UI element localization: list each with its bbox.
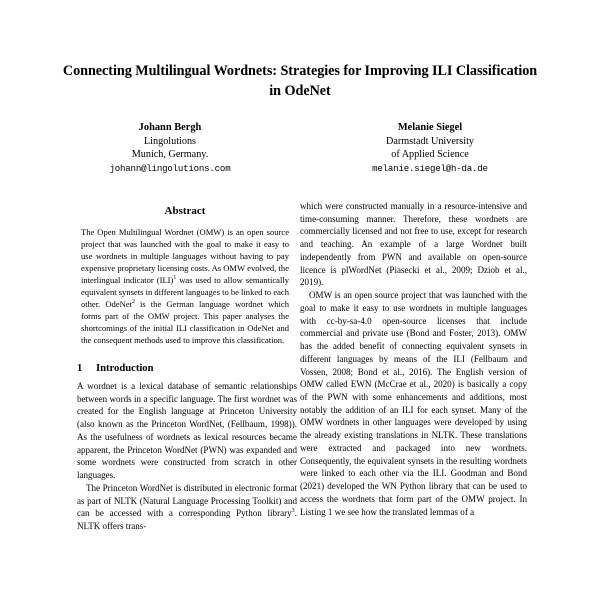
section-number: 1 bbox=[77, 363, 83, 374]
paragraph bbox=[70, 482, 300, 533]
paragraph: A wordnet is a lexical database of semantic relationships between words in a specific language. The first wordnet was created for the English language at Princeton University (also known as the Princeton WordNet, (Fellbaum, 1998)). As the usefulness of wordnets as lexical resources became apparent, the Princeton WordNet (PWN) was expanded and some wordnets were constructed from scratch in other languages. bbox=[77, 381, 297, 481]
left-column bbox=[70, 200, 300, 533]
author-entry-1 bbox=[40, 121, 300, 175]
right-column bbox=[300, 200, 530, 533]
section-title: Introduction bbox=[96, 363, 154, 374]
author-affiliation-line1: Lingolutions bbox=[143, 135, 197, 147]
author-entry-2 bbox=[300, 121, 560, 175]
paragraph-text-tail: . NLTK offers trans- bbox=[77, 508, 297, 532]
author-affiliation-line1: Darmstadt University bbox=[386, 135, 474, 147]
page-title: Connecting Multilingual Wordnets: Strategies for Improving ILI Classification in OdeNet bbox=[62, 63, 538, 99]
abstract-text-part2: was used to allow semantically equivalent synsets in different languages to be linked to each other. OdeNet bbox=[81, 275, 289, 309]
footnote-marker-3[interactable]: 3 bbox=[291, 508, 295, 515]
section-heading-introduction bbox=[77, 363, 300, 374]
abstract-text bbox=[81, 226, 289, 346]
footnote-marker-2[interactable]: 2 bbox=[131, 299, 135, 306]
footnote-marker-1[interactable]: 1 bbox=[173, 275, 177, 282]
paragraph: which were constructed manually in a resource-intensive and time-consuming manner. Therefore, these wordnets are commercially licensed and not free to use, except for research and teaching. An example of a large Wordnet built independently from PWN and available on open-source licence is plWordNet (Piasecki et al., 2009; Dziob et al., 2019). bbox=[300, 201, 527, 288]
abstract-text-part1: The Open Multilingual Wordnet (OMW) is an open source project that was launched with the goal to make it easy to use wordnets in multiple languages without having to pay expensive proprietary licensing costs. As OMW evolved, the interlingual indicator (ILI) bbox=[81, 227, 289, 285]
author-affiliation-line2: of Applied Science bbox=[391, 149, 469, 161]
abstract-section bbox=[70, 205, 300, 346]
author-email[interactable]: melanie.siegel@h-da.de bbox=[372, 162, 488, 174]
author-name: Johann Bergh bbox=[138, 122, 202, 134]
abstract-text-part3: is the German language wordnet which forms part of the OMW project. This paper analyses the shortcomings of the initial ILI classification in OdeNet and the consequent methods used to improve this classification. bbox=[81, 299, 289, 345]
two-column-body bbox=[0, 200, 600, 533]
author-affiliation-line2: Munich, Germany. bbox=[131, 149, 209, 161]
paragraph: OMW is an open source project that was launched with the goal to make it easy to use wordnets in multiple languages with cc-by-sa-4.0 open-source licenses that include commercial and private use (Bond and Foster, 2013). OMW has the added benefit of connecting equivalent synsets in different languages by means of the ILI (Fellbaum and Vossen, 2008; Bond et al., 2016). The English version of OMW called EWN (McCrae et al., 2020) is basically a copy of the PWN with some enhancements and additions, most notably the addition of an ILI for each synset. Many of the OMW wordnets in other languages were developed by using the already existing translations in NLTK. These translations were extracted and packaged into new wordnets. Consequently, the equivalent synsets in the resulting wordnets were linked to each other via the ILI. Goodman and Bond (2021) developed the WN Python library that can be used to access the wordnets that form part of the OMW project. In Listing 1 we see how the translated lemmas of a bbox=[300, 290, 527, 517]
author-name: Melanie Siegel bbox=[397, 122, 463, 134]
author-email[interactable]: johann@lingolutions.com bbox=[109, 162, 231, 174]
author-block bbox=[0, 121, 600, 175]
paragraph-text: The Princeton WordNet is distributed in electronic format as part of NLTK (Natural Language Processing Toolkit) and can be accessed with a corresponding Python library bbox=[77, 482, 297, 519]
abstract-heading: Abstract bbox=[164, 205, 206, 217]
